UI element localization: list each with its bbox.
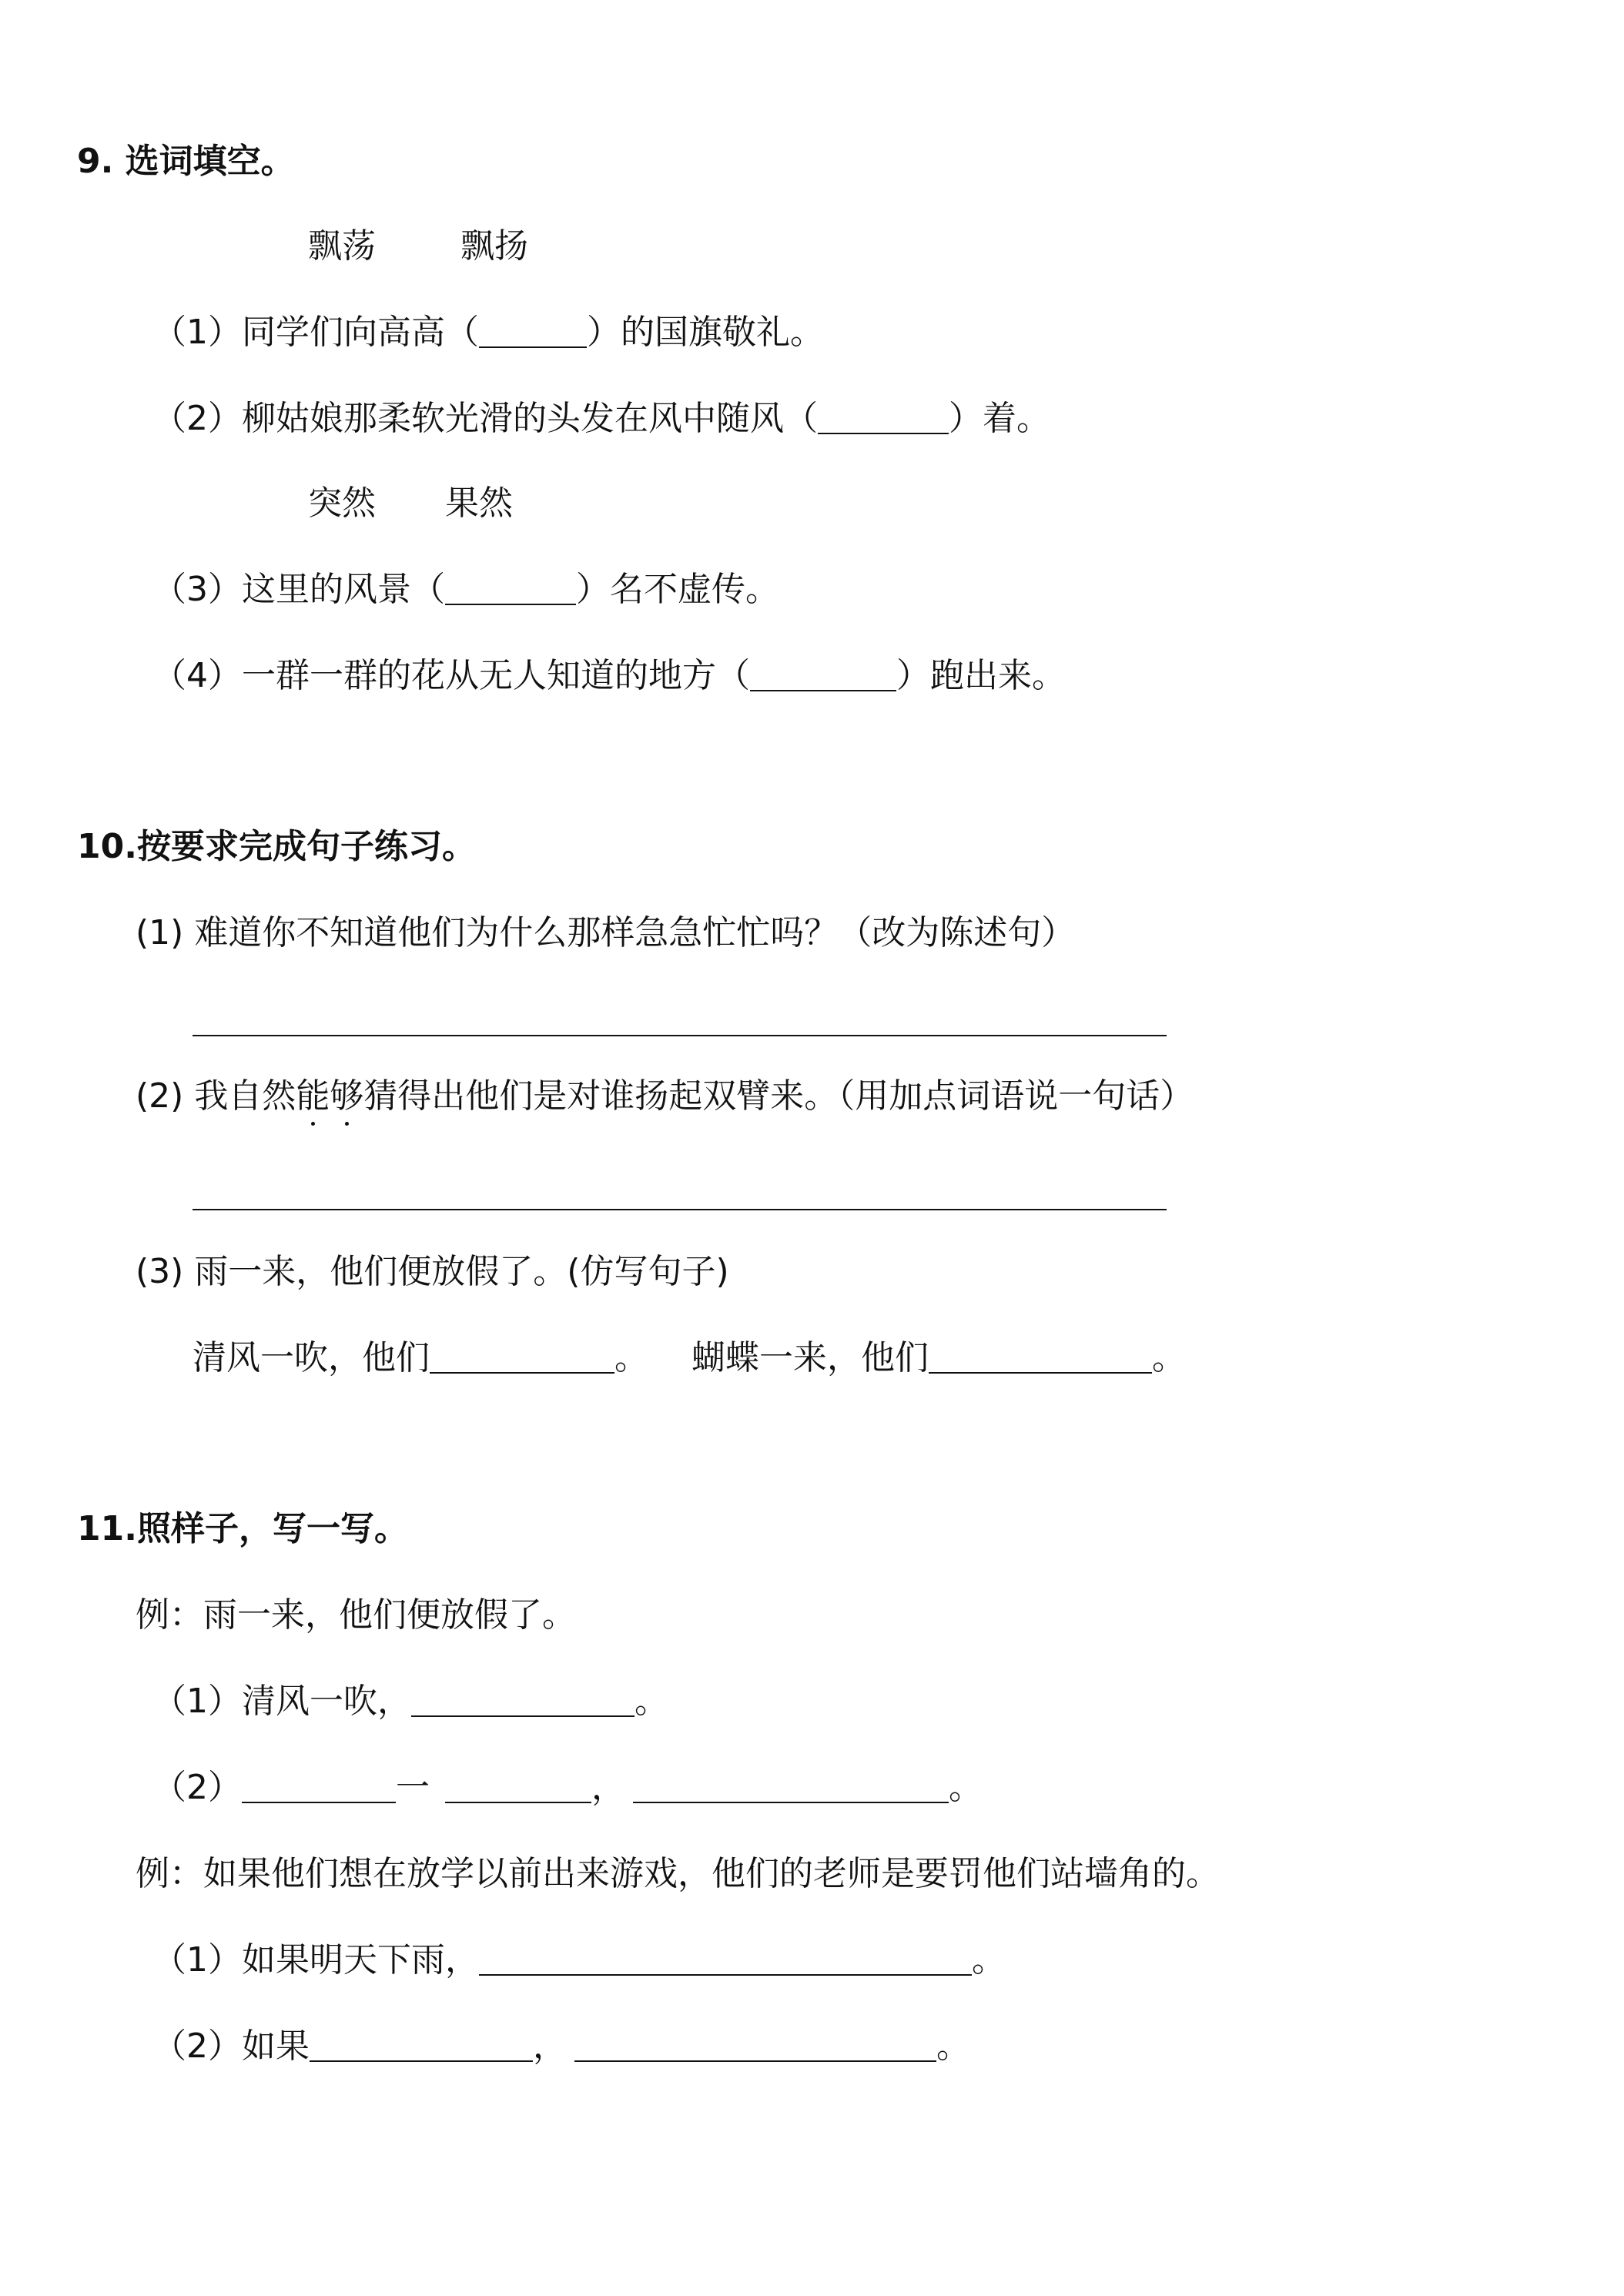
word-option: 飘荡: [308, 226, 376, 266]
item-text: 一: [396, 1768, 430, 1807]
item-text: 。: [635, 1682, 668, 1721]
dotted-word: 够: [330, 1075, 363, 1118]
item-text: ，: [591, 1768, 625, 1807]
q11-example-1: 例：雨一来，他们便放假了。: [136, 1595, 576, 1635]
q9-item-3: [152, 568, 779, 611]
answer-line[interactable]: [193, 1209, 1167, 1210]
blank[interactable]: [430, 1341, 614, 1374]
item-text: ）着。: [949, 399, 1050, 438]
blank[interactable]: [445, 1771, 591, 1803]
q11-a-item-1: [152, 1680, 668, 1723]
item-text: 猜得出他们是对谁扬起双臂来。（用加点词语说一句话）: [363, 1076, 1194, 1116]
item-text: （1）清风一吹，: [152, 1682, 411, 1721]
item-text: （2）: [152, 1768, 242, 1807]
blank[interactable]: [310, 2030, 533, 2062]
item-text: 。: [936, 2027, 970, 2066]
item-text: ）跑出来。: [896, 656, 1066, 695]
q10-item-1: (1) 难道你不知道他们为什么那样急急忙忙吗？（改为陈述句）: [136, 913, 1076, 952]
blank[interactable]: [445, 573, 576, 605]
word-option: 果然: [445, 484, 513, 523]
item-text: （2）如果: [152, 2027, 310, 2066]
q10-item-3-answers: [193, 1337, 1186, 1380]
dotted-word: 能: [296, 1075, 330, 1118]
blank[interactable]: [574, 2030, 936, 2062]
item-text: 。: [972, 1940, 1006, 1980]
blank[interactable]: [633, 1771, 949, 1803]
q11-a-item-2: [152, 1766, 983, 1809]
blank[interactable]: [818, 402, 949, 434]
word-option: 飘扬: [460, 226, 528, 266]
item-text: （3）这里的风景（: [152, 570, 445, 609]
item-text: ）名不虚传。: [576, 570, 779, 609]
q9-word-group-1: [308, 225, 528, 268]
item-text: （1）如果明天下雨，: [152, 1940, 479, 1980]
answer-line[interactable]: [193, 1035, 1167, 1036]
q11-example-2: 例：如果他们想在放学以前出来游戏，他们的老师是要罚他们站墙角的。: [136, 1854, 1220, 1893]
blank[interactable]: [411, 1685, 635, 1717]
item-text: ，: [533, 2027, 567, 2066]
q10-title: 10.按要求完成句子练习。: [77, 827, 476, 866]
q10-item-2: [136, 1075, 1194, 1118]
q11-b-item-1: [152, 1939, 1006, 1982]
blank[interactable]: [242, 1771, 396, 1803]
blank[interactable]: [750, 659, 896, 691]
q11-title: 11.照样子，写一写。: [77, 1509, 408, 1548]
item-text: (2) 我自然: [136, 1076, 296, 1116]
item-text: 。 蝴蝶一来，他们: [614, 1338, 929, 1377]
q9-word-group-2: [308, 482, 513, 525]
item-text: （1）同学们向高高（: [152, 313, 479, 352]
q10-item-3: (3) 雨一来，他们便放假了。(仿写句子): [136, 1252, 729, 1291]
blank[interactable]: [479, 316, 587, 348]
q9-title: 9. 选词填空。: [77, 142, 295, 181]
item-text: ）的国旗敬礼。: [587, 313, 824, 352]
item-text: （2）柳姑娘那柔软光滑的头发在风中随风（: [152, 399, 818, 438]
item-text: 。: [1151, 1338, 1186, 1377]
q9-item-4: [152, 654, 1066, 698]
item-text: 清风一吹，他们: [193, 1338, 430, 1377]
blank[interactable]: [929, 1341, 1152, 1374]
word-option: 突然: [308, 484, 376, 523]
q11-b-item-2: [152, 2025, 970, 2068]
item-text: 。: [949, 1768, 983, 1807]
q9-item-1: [152, 311, 824, 354]
blank[interactable]: [479, 1943, 972, 1976]
item-text: （4）一群一群的花从无人知道的地方（: [152, 656, 750, 695]
q9-item-2: [152, 397, 1050, 440]
